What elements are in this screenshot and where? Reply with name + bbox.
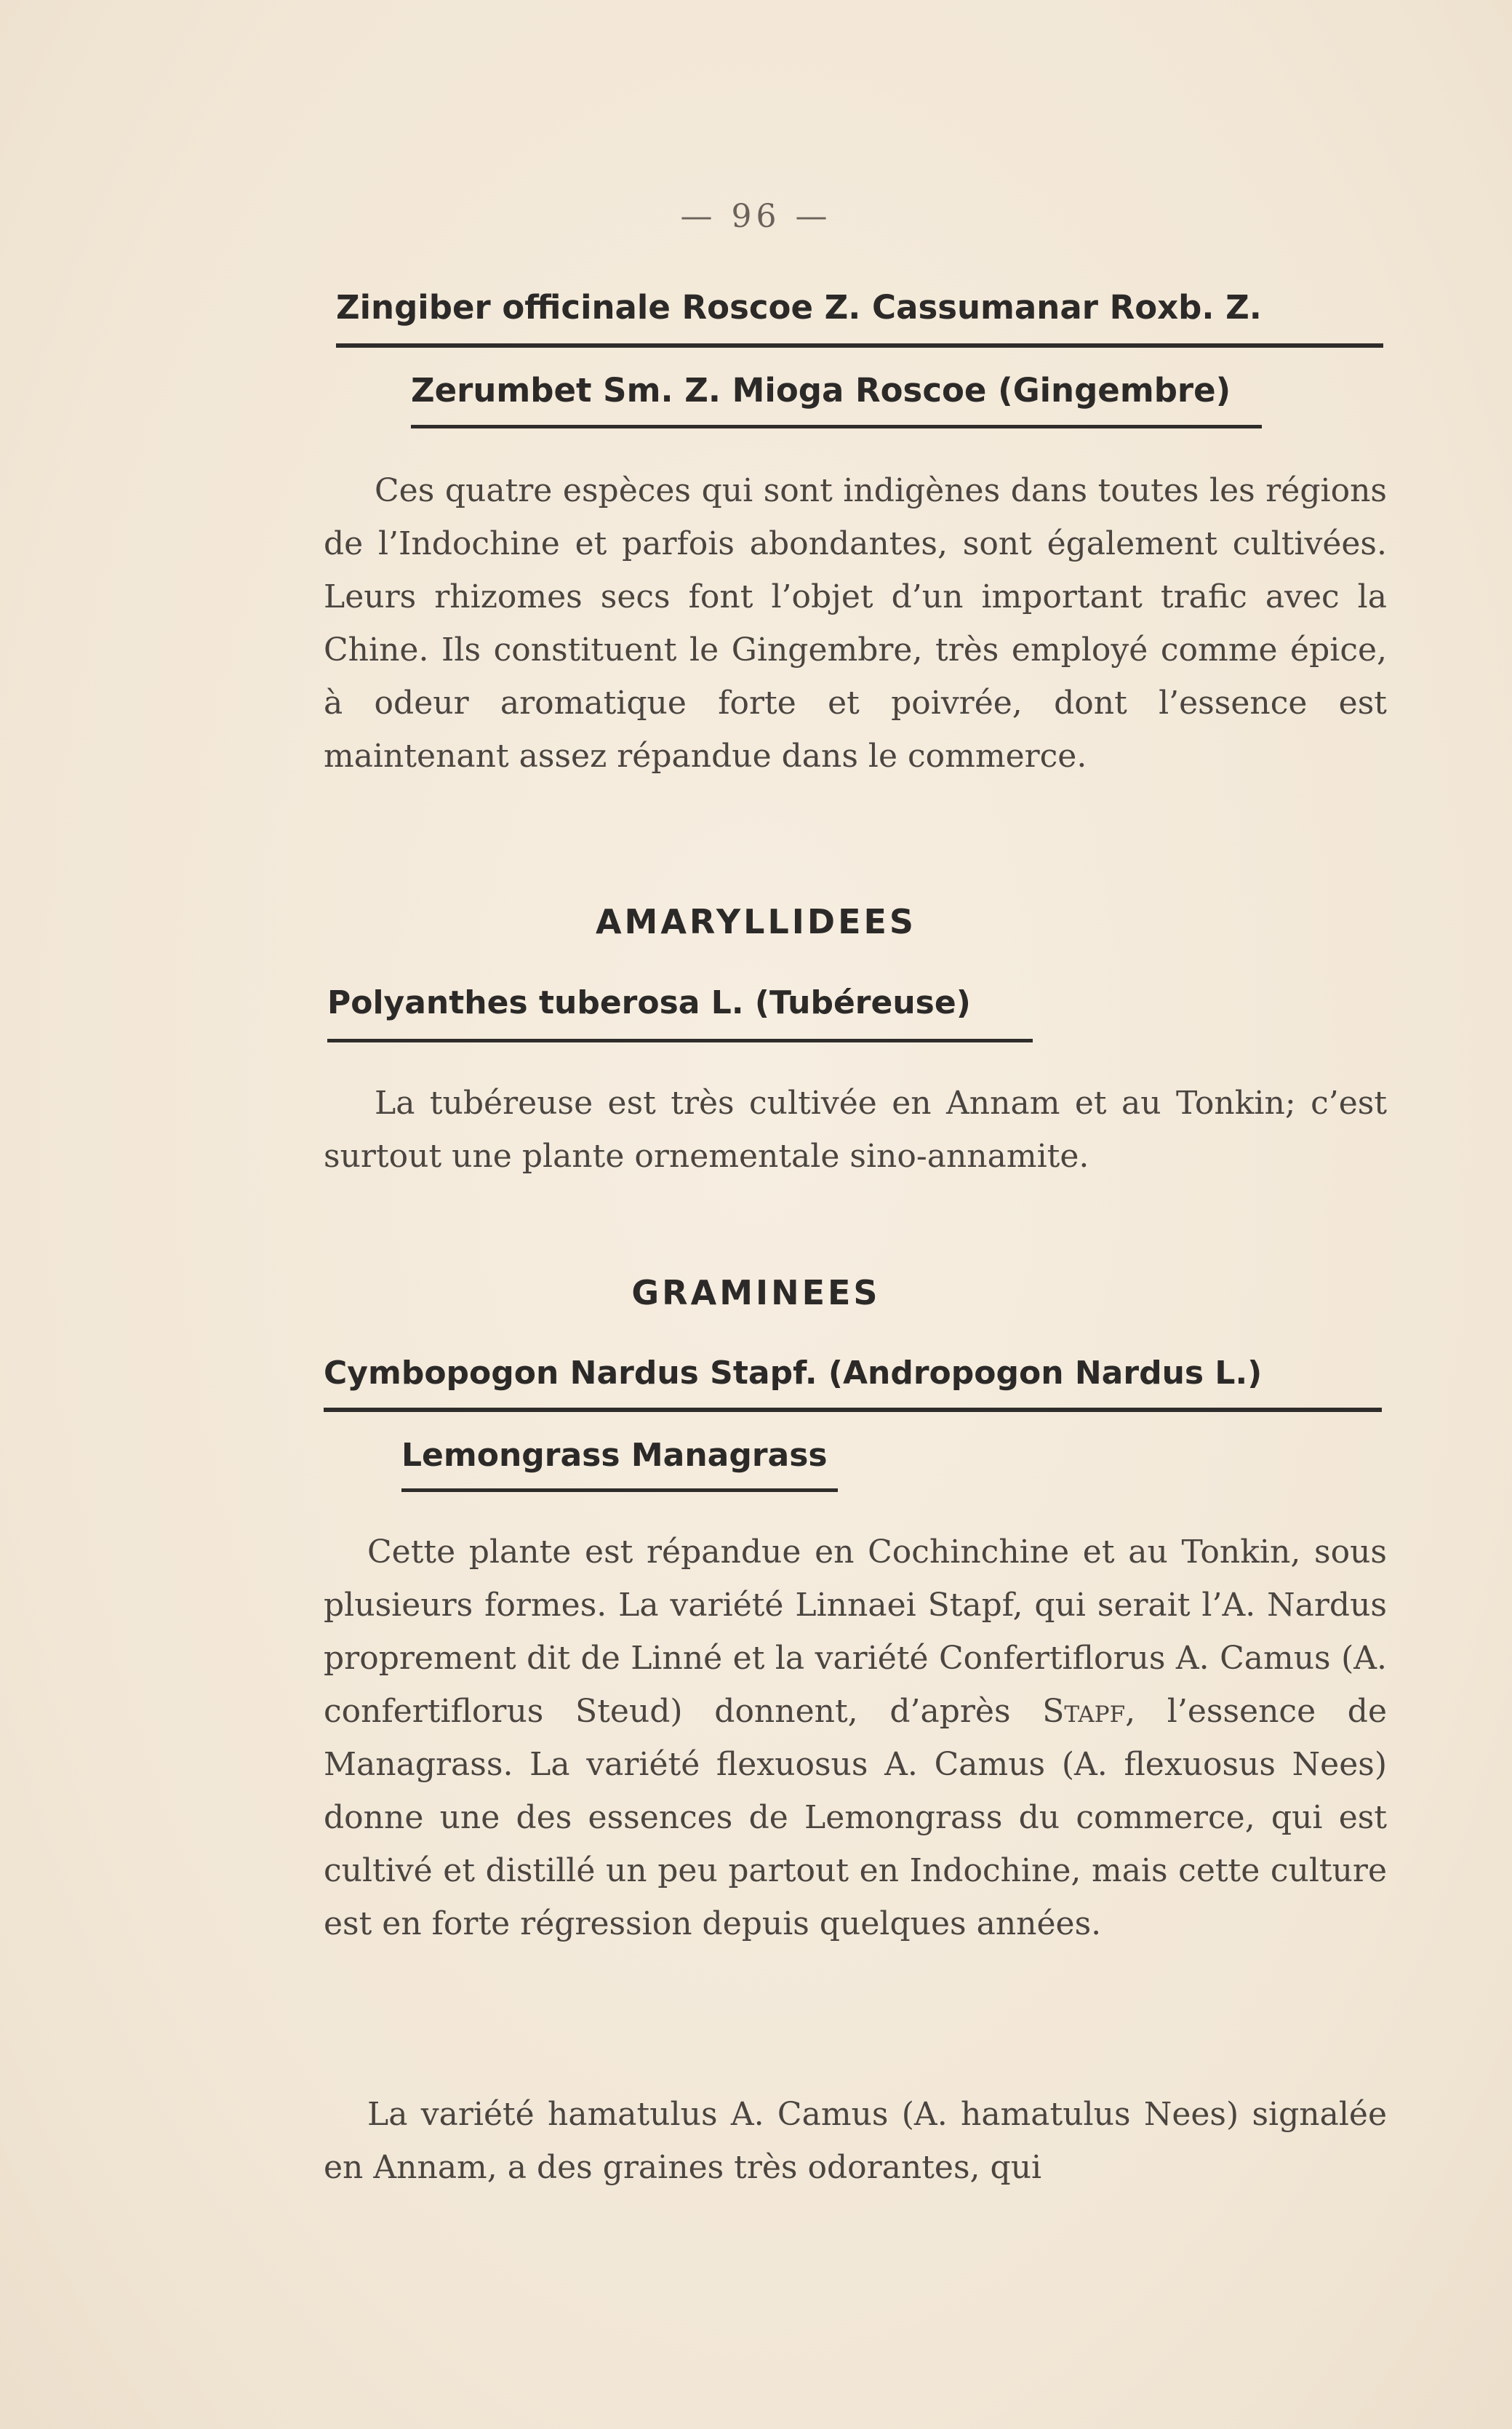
- cymbopogon-paragraph-1-text-b: , l’essence de Managrass. La variété flexuosus A. Camus (A. flexuosus Nees) donne une des essences de Lemongrass du commerce, qui est cultivé et distillé un peu partout en Indochine, mais cette culture est en forte régression depuis quelques années.: [324, 1693, 1388, 1942]
- heading-underline: [324, 1408, 1382, 1412]
- polyanthes-heading: Polyanthes tuberosa L. (Tubéreuse): [327, 984, 971, 1021]
- section-title-amaryllidees: AMARYLLIDEES: [595, 902, 917, 941]
- heading-underline: [336, 343, 1383, 348]
- page-number: — 96 —: [680, 198, 832, 235]
- section-title-graminees: GRAMINEES: [631, 1273, 881, 1312]
- heading-underline: [411, 425, 1262, 428]
- cymbopogon-paragraph-1: [324, 1525, 1387, 1950]
- heading-underline: [327, 1039, 1033, 1042]
- cymbopogon-heading-line2: Lemongrass Managrass: [401, 1437, 828, 1474]
- heading-underline: [401, 1488, 838, 1492]
- polyanthes-paragraph: La tubéreuse est très cultivée en Annam et au Tonkin; c’est surtout une plante ornementale sino-annamite.: [324, 1085, 1387, 1175]
- cymbopogon-paragraph-1-text-a: Cette plante est répandue en Cochinchine et au Tonkin, sous plusieurs formes. La variété Linnaei Stapf, qui serait l’A. Nardus proprement dit de Linné et la variété Confertiflorus A. Camus (A. confertiflorus Steud) donnent, d’après: [324, 1533, 1387, 1730]
- author-stapf: Stapf: [1042, 1693, 1126, 1730]
- zingiber-heading-line2: Zerumbet Sm. Z. Mioga Roscoe (Gingembre): [411, 371, 1231, 410]
- zingiber-paragraph: Ces quatre espèces qui sont indigènes dans toutes les régions de l’Indochine et parfois abondantes, sont également cultivées. Leurs rhizomes secs font l’objet d’un important trafic avec la Chine. Ils constituent le Gingembre, très employé comme épice, à odeur aromatique forte et poivrée, dont l’essence est maintenant assez répandue dans le commerce.: [324, 472, 1387, 775]
- cymbopogon-paragraph-2: La variété hamatulus A. Camus (A. hamatulus Nees) signalée en Annam, a des graines très odorantes, qui: [324, 2096, 1387, 2186]
- zingiber-heading-line1: Zingiber officinale Roscoe Z. Cassumanar Roxb. Z.: [336, 288, 1262, 327]
- cymbopogon-heading-line1: Cymbopogon Nardus Stapf. (Andropogon Nardus L.): [324, 1355, 1263, 1392]
